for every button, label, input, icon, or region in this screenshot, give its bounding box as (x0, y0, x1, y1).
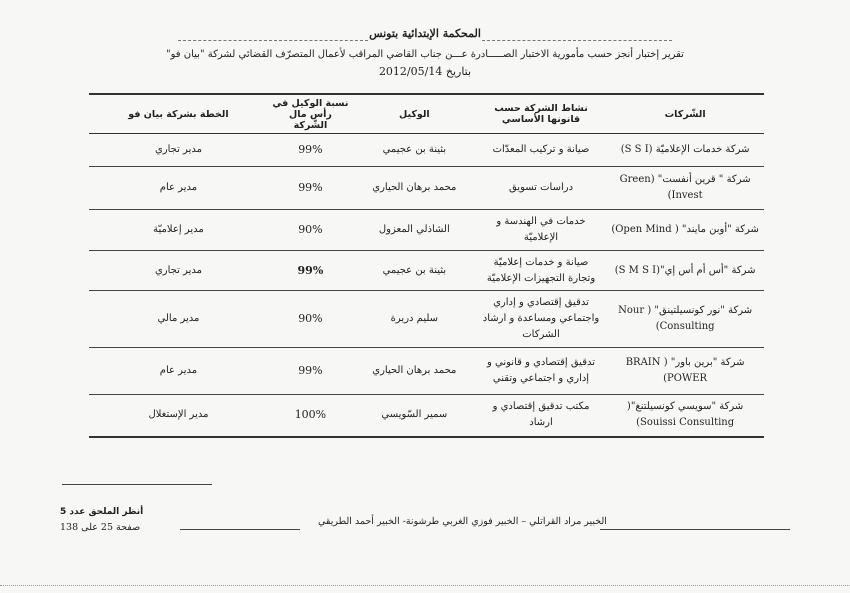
report-line: تقرير إختبار أنجز حسب مأمورية الاختبار الصـــــادرة عـــن جناب القاضي المراقب لأعمال المتصرّف القضائي لشركة "بيان فو" (166, 49, 684, 60)
activity-cell: مكتب تدقيق إقتصادي و ارشاد (476, 395, 606, 437)
share-cell: 99% (268, 167, 353, 210)
share-cell: 99% (268, 134, 353, 167)
agent-cell: محمد برهان الحياري (353, 348, 476, 395)
table-row (89, 167, 764, 210)
page-number: صفحة 25 على 138 (60, 522, 141, 533)
table-row (89, 395, 764, 437)
plan-cell: مدير تجاري (89, 134, 268, 167)
activity-cell: صيانة و تركيب المعدّات (476, 134, 606, 167)
table-row (89, 210, 764, 251)
share-cell: 90% (268, 210, 353, 251)
company-cell: شركة " قرين أنفست" (Green Invest) (606, 167, 764, 210)
scan-edge (0, 585, 850, 586)
plan-cell: مدير إعلاميّة (89, 210, 268, 251)
table-row (89, 348, 764, 395)
table-header-row (89, 94, 764, 134)
table-row (89, 291, 764, 348)
plan-cell: مدير مالي (89, 291, 268, 348)
share-cell: 99% (268, 348, 353, 395)
table-row (89, 134, 764, 167)
report-date: بتاريخ 2012/05/14 (378, 65, 472, 78)
agent-cell: سليم دريرة (353, 291, 476, 348)
share-cell: 100% (268, 395, 353, 437)
annex-note: أنظر الملحق عدد 5 (60, 507, 144, 517)
company-cell: شركة "برين باور" ( BRAIN POWER) (606, 348, 764, 395)
header-rule-right (482, 40, 672, 41)
agent-cell: سمير السّويسي (353, 395, 476, 437)
signature-rule-right (600, 529, 790, 530)
signature-rule-left (180, 529, 300, 530)
companies-table (89, 93, 764, 438)
company-cell: شركة "أس أم أس إي"(S M S I) (606, 251, 764, 291)
share-cell: 99% (268, 251, 353, 291)
plan-cell: مدير عام (89, 167, 268, 210)
activity-cell: صيانة و خدمات إعلاميّة وتجارة التجهيزات الإعلاميّة (476, 251, 606, 291)
header-activity: نشاط الشركة حسب قانونها الأساسي (476, 94, 606, 134)
agent-cell: بثينة بن عجيمي (353, 134, 476, 167)
header-agent: الوكيل (353, 94, 476, 134)
plan-cell: مدير الإستغلال (89, 395, 268, 437)
company-cell: شركة "أوبن مايند" ( Open Mind) (606, 210, 764, 251)
table-row (89, 251, 764, 291)
activity-cell: خدمات في الهندسة و الإعلاميّة (476, 210, 606, 251)
header-companies: الشّركات (606, 94, 764, 134)
footnote-rule (62, 484, 212, 485)
company-cell: شركة "سويسي كونسيلتنغ"( Souissi Consulting) (606, 395, 764, 437)
experts-signature: الخبير مراد القراتلي – الخبير فوزي الغربي طرشونة- الخبير أحمد الطريقي (318, 516, 607, 527)
activity-cell: تدقيق إقتصادي و قانوني و إداري و اجتماعي وتقني (476, 348, 606, 395)
agent-cell: الشاذلي المعزول (353, 210, 476, 251)
company-cell: شركة خدمات الإعلاميّة (S S I) (606, 134, 764, 167)
header-plan: الخطة بشركة بيان فو (89, 94, 268, 134)
plan-cell: مدير عام (89, 348, 268, 395)
agent-cell: محمد برهان الحياري (353, 167, 476, 210)
activity-cell: دراسات تسويق (476, 167, 606, 210)
plan-cell: مدير تجاري (89, 251, 268, 291)
header-share: نسبة الوكيل في رأس مال الشّركة (268, 94, 353, 134)
share-cell: 90% (268, 291, 353, 348)
header-rule-left (178, 40, 368, 41)
company-cell: شركة "نور كونسيلتينق" ( Nour Consulting) (606, 291, 764, 348)
activity-cell: تدقيق إقتصادي و إداري واجتماعي ومساعدة و ارشاد الشركات (476, 291, 606, 348)
court-title: المحكمة الإبتدائية بتونس (369, 27, 481, 40)
agent-cell: بثينة بن عجيمي (353, 251, 476, 291)
